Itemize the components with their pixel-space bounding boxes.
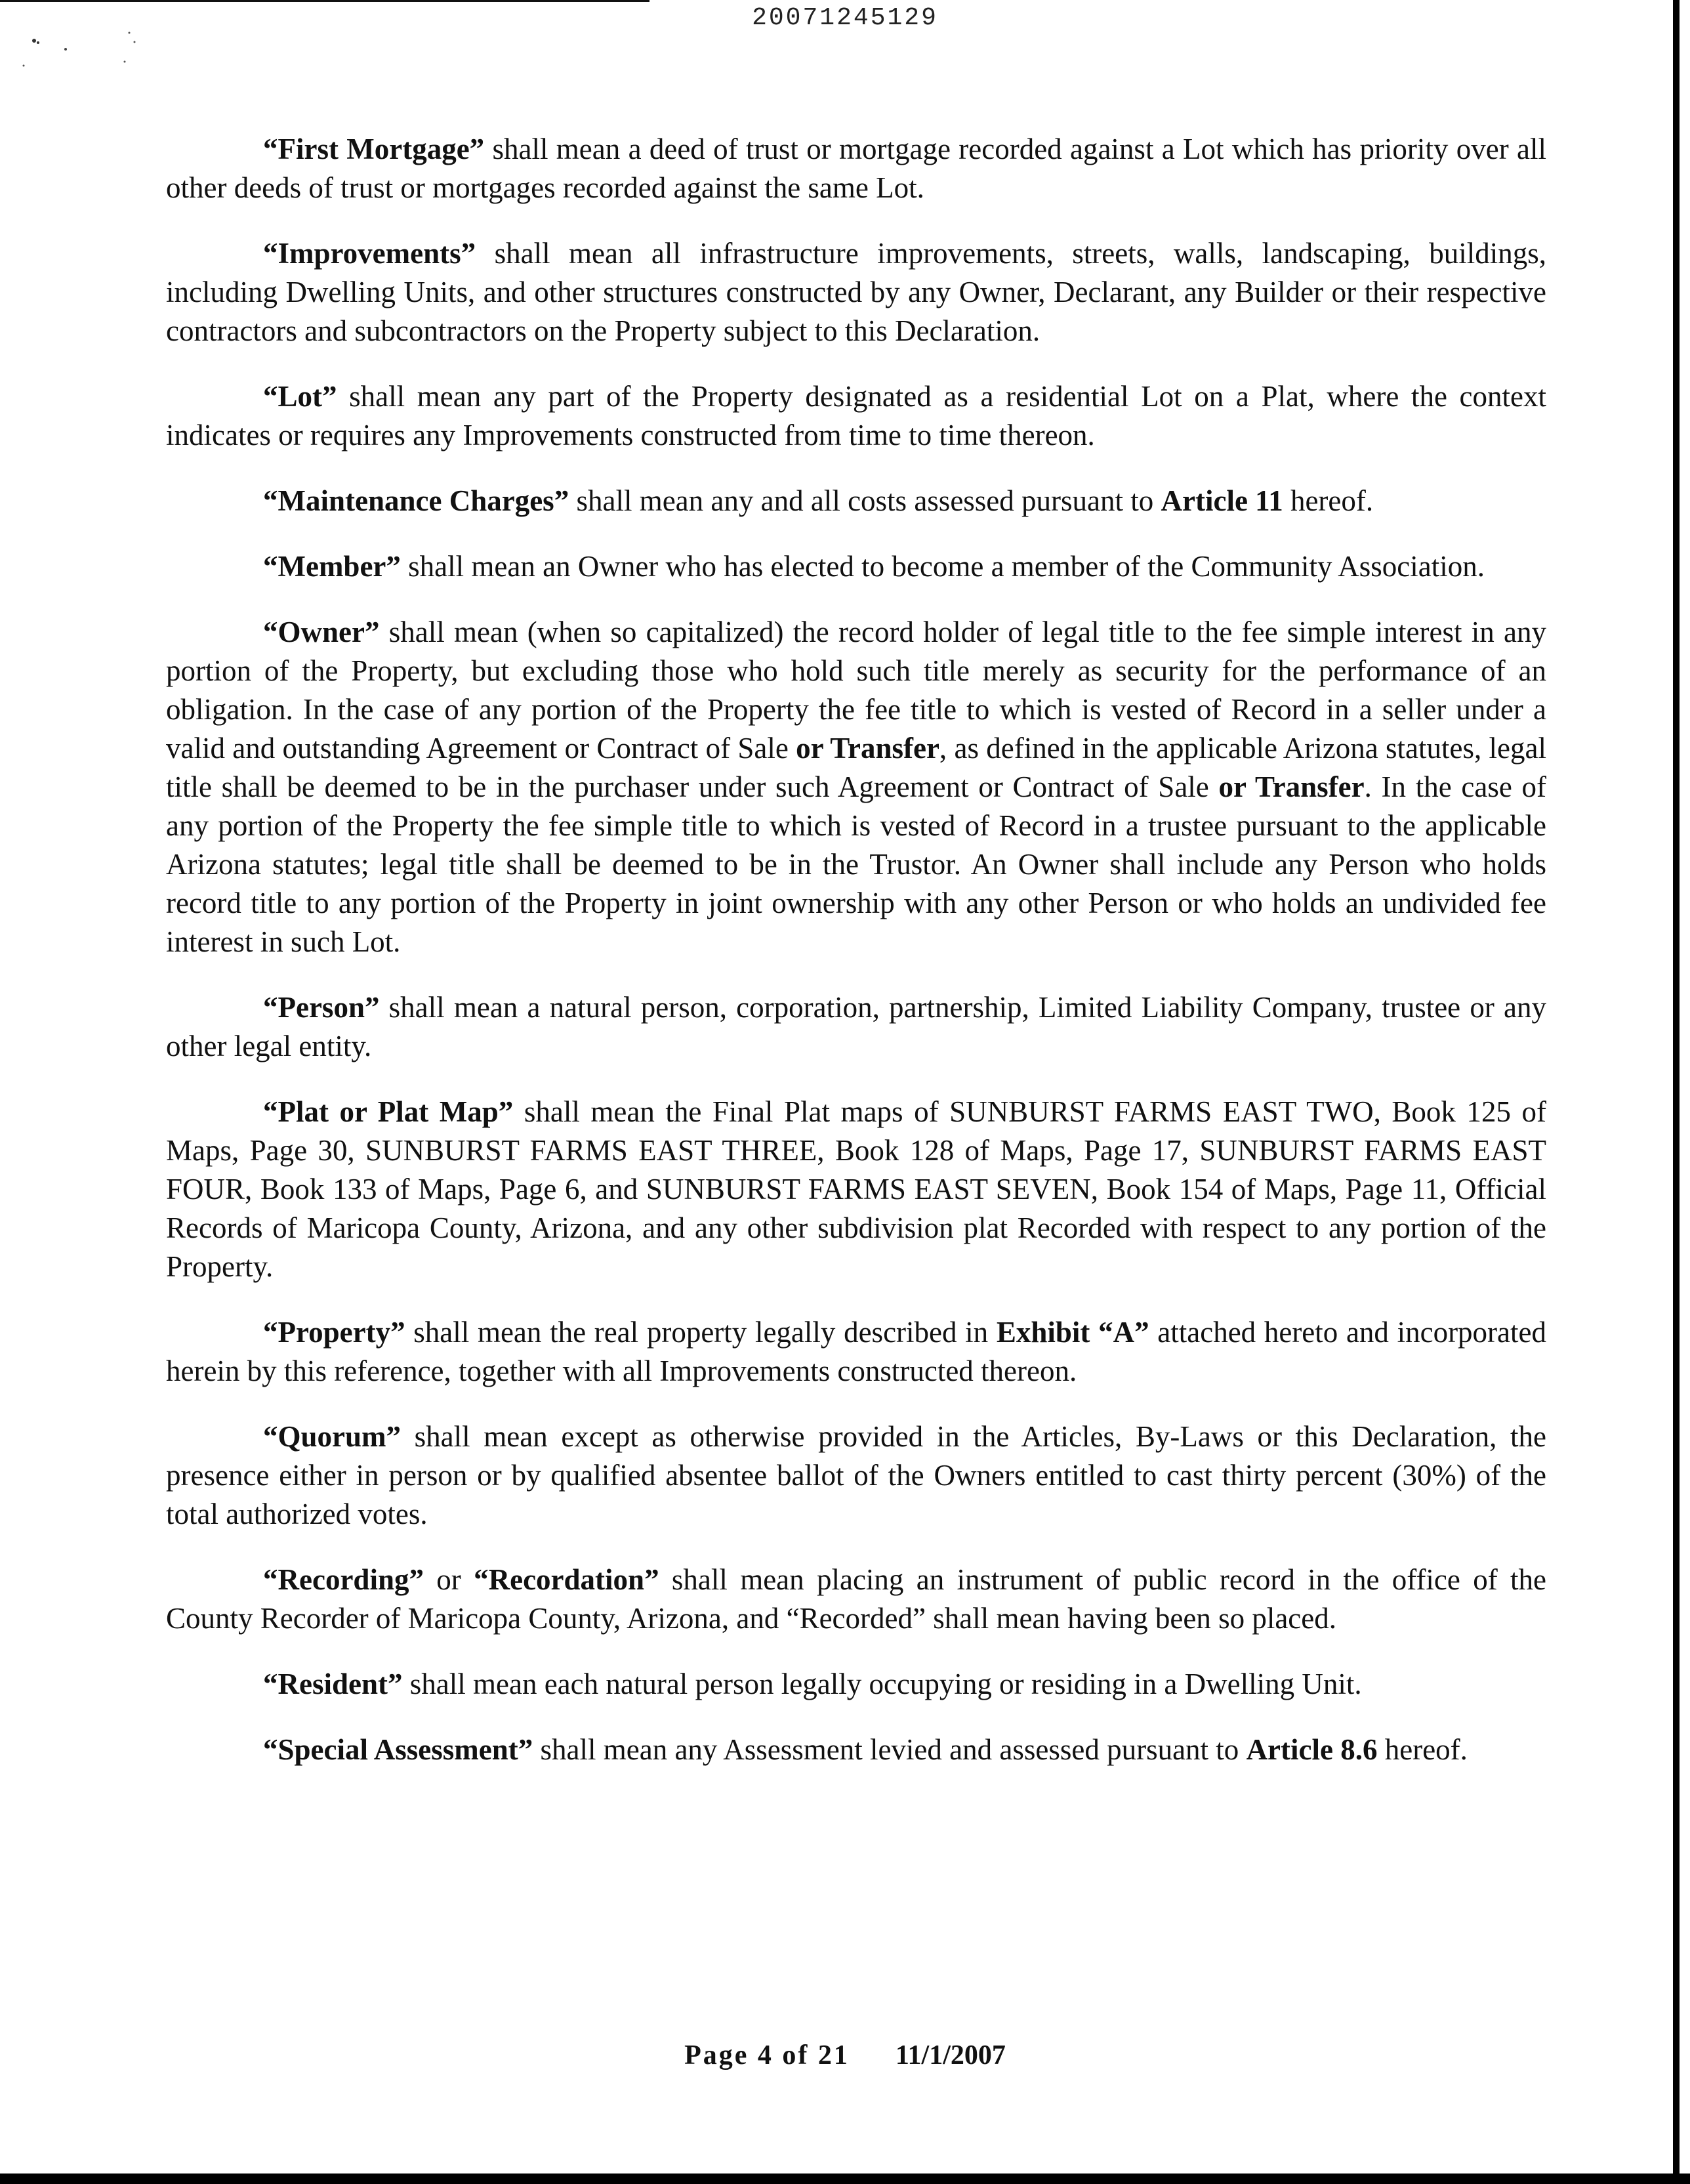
definition-maintenance-charges — [166, 482, 1546, 520]
exhibit-reference: Exhibit “A” — [996, 1316, 1149, 1349]
definition-term: “Property” — [263, 1316, 405, 1349]
definition-text: shall mean placing an instrument of public record in the office of the County Recorder of Maricopa County, Arizona, and “Recorded” shall mean having been so placed. — [166, 1563, 1546, 1635]
definition-term: “Person” — [263, 991, 380, 1024]
definition-owner — [166, 613, 1546, 961]
definition-term: “Maintenance Charges” — [263, 484, 569, 517]
scan-specks — [20, 26, 151, 105]
emphasis-or-transfer: or Transfer — [1218, 770, 1365, 803]
definition-person — [166, 988, 1546, 1066]
definition-term: “Quorum” — [263, 1420, 402, 1453]
definition-text: shall mean any part of the Property designated as a residential Lot on a Plat, where the context indicates or requires any Improvements constructed from time to time thereon. — [166, 380, 1546, 452]
definition-text: hereof. — [1377, 1733, 1468, 1766]
definition-recording — [166, 1561, 1546, 1638]
top-scan-rule — [0, 0, 649, 2]
definition-text: shall mean the Final Plat maps of SUNBURST FARMS EAST TWO, Book 125 of Maps, Page 30, SUNBURST FARMS EAST THREE, Book 128 of Maps, Page 17, SUNBURST FARMS EAST FOUR, Book 133 of Maps, Page 6, and SUNBURST FARMS EAST SEVEN, Book 154 of Maps, Page 11, Official Records of Maricopa County, Arizona, and any other subdivision plat Recorded with respect to any portion of the Property. — [166, 1095, 1546, 1283]
definition-text: or — [423, 1563, 474, 1596]
article-reference: Article 11 — [1161, 484, 1283, 517]
definition-improvements — [166, 234, 1546, 350]
page-footer — [0, 2040, 1690, 2071]
definition-text: shall mean a deed of trust or mortgage recorded against a Lot which has priority over all other deeds of trust or mortgages recorded against the same Lot. — [166, 133, 1546, 204]
definition-term: “Special Assessment” — [263, 1733, 533, 1766]
document-date: 11/1/2007 — [895, 2040, 1006, 2070]
scan-bottom-border — [0, 2174, 1690, 2184]
definition-resident — [166, 1665, 1546, 1704]
definition-text: shall mean any Assessment levied and assessed pursuant to — [533, 1733, 1247, 1766]
definition-text: shall mean a natural person, corporation, partnership, Limited Liability Company, trustee or any other legal entity. — [166, 991, 1546, 1062]
definition-term: “Owner” — [263, 616, 380, 648]
definition-term: “Recording” — [263, 1563, 424, 1596]
definition-term: “Plat or Plat Map” — [263, 1095, 514, 1128]
definition-term: “Improvements” — [263, 237, 476, 270]
definition-text: shall mean an Owner who has elected to become a member of the Community Association. — [400, 550, 1485, 583]
definition-lot — [166, 377, 1546, 455]
definition-term: “Lot” — [263, 380, 337, 413]
definition-member — [166, 547, 1546, 586]
definition-text: , as defined in the applicable Arizona statutes, legal title shall be deemed to be in the purchaser under such Agreement or Contract of Sale — [166, 732, 1546, 803]
definition-text: shall mean each natural person legally occupying or residing in a Dwelling Unit. — [402, 1668, 1362, 1700]
definition-property — [166, 1313, 1546, 1391]
definition-plat-map — [166, 1093, 1546, 1286]
scan-right-border — [1673, 0, 1680, 2174]
definitions-body — [166, 130, 1546, 1796]
definition-text: shall mean except as otherwise provided in the Articles, By-Laws or this Declaration, the presence either in person or by qualified absentee ballot of the Owners entitled to cast thirty percent (30%) of the total authorized votes. — [166, 1420, 1546, 1530]
record-number: 20071245129 — [752, 4, 938, 32]
definition-text: hereof. — [1283, 484, 1374, 517]
definition-text: shall mean (when so capitalized) the record holder of legal title to the fee simple interest in any portion of the Property, but excluding those who hold such title merely as security for the performance of an obligation. In the case of any portion of the Property the fee title to which is vested of Record in a seller under a valid and outstanding Agreement or Contract of Sale — [166, 616, 1546, 765]
definition-term: “Member” — [263, 550, 401, 583]
definition-special-assessment — [166, 1731, 1546, 1769]
page-number: Page 4 of 21 — [684, 2040, 850, 2070]
emphasis-or-transfer: or Transfer — [796, 732, 939, 765]
definition-term: “First Mortgage” — [263, 133, 485, 165]
definition-quorum — [166, 1418, 1546, 1534]
definition-term: “Resident” — [263, 1668, 403, 1700]
definition-text: shall mean all infrastructure improvements, streets, walls, landscaping, buildings, including Dwelling Units, and other structures constructed by any Owner, Declarant, any Builder or their respective contractors and subcontractors on the Property subject to this Declaration. — [166, 237, 1546, 347]
definition-first-mortgage — [166, 130, 1546, 207]
definition-text: attached hereto and incorporated herein by this reference, together with all Improvements constructed thereon. — [166, 1316, 1546, 1387]
definition-text: shall mean the real property legally described in — [405, 1316, 997, 1349]
definition-term: “Recordation” — [474, 1563, 659, 1596]
definition-text: shall mean any and all costs assessed pursuant to — [569, 484, 1161, 517]
definition-text: . In the case of any portion of the Property the fee simple title to which is vested of Record in a trustee pursuant to the applicable Arizona statutes; legal title shall be deemed to be in the Trustor. An Owner shall include any Person who holds record title to any portion of the Property in joint ownership with any other Person or who holds an undivided fee interest in such Lot. — [166, 770, 1546, 958]
article-reference: Article 8.6 — [1246, 1733, 1378, 1766]
